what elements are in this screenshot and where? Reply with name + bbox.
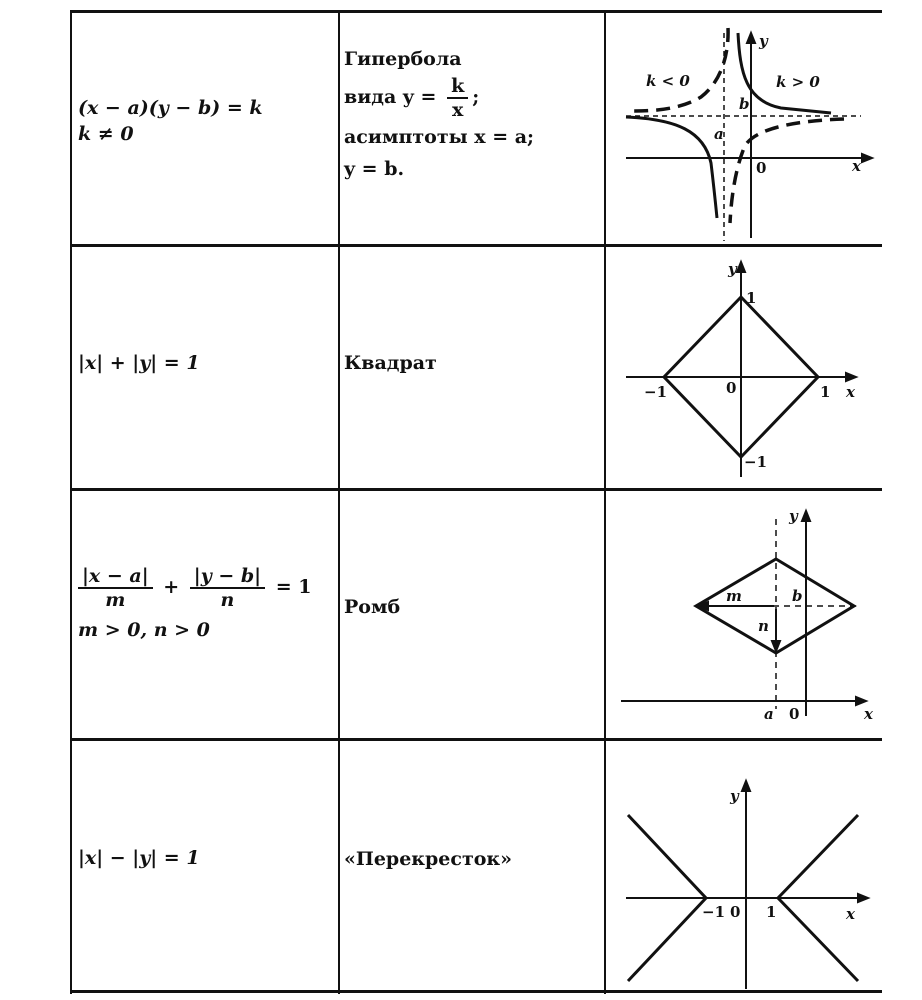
formula-condition: k ≠ 0 <box>78 123 134 145</box>
fraction-denominator: n <box>220 589 235 611</box>
name-title: «Перекресток» <box>344 848 512 870</box>
hyperbola-graph <box>606 13 882 244</box>
origin-label: 0 <box>726 379 737 397</box>
a-label: a <box>764 705 774 723</box>
name-subtitle <box>344 75 534 121</box>
crossroads-graph <box>606 741 882 990</box>
y-axis-label: y <box>728 260 737 278</box>
x-axis-label: x <box>864 705 873 723</box>
x-axis-label: x <box>846 383 855 401</box>
y-axis-label: y <box>759 32 768 50</box>
table-border-bottom <box>70 990 882 993</box>
x-axis-label: x <box>846 905 855 923</box>
fraction-numerator: |x − a| <box>78 565 153 589</box>
formula-cell <box>78 97 263 145</box>
name-asymptote-x: асимптоты x = a; <box>344 126 535 148</box>
tick-label-top: 1 <box>746 289 757 307</box>
formula-cell <box>78 565 312 641</box>
fraction <box>78 565 153 611</box>
y-axis-label: y <box>789 507 798 525</box>
fraction-numerator: k <box>447 75 468 99</box>
formula-text: |x| − |y| = 1 <box>78 847 200 869</box>
name-asymptote-y: y = b. <box>344 158 405 180</box>
k-negative-label: k < 0 <box>646 72 690 90</box>
formula-cell <box>78 847 200 869</box>
name-prefix: вида y = <box>344 86 444 108</box>
tick-label-left: −1 <box>702 903 726 921</box>
tick-label-right: 1 <box>766 903 777 921</box>
tick-label-bottom: −1 <box>744 453 768 471</box>
fraction <box>447 75 468 121</box>
b-label: b <box>739 95 750 113</box>
table-row <box>72 741 882 990</box>
y-axis-arrow <box>802 511 810 521</box>
name-title: Ромб <box>344 596 401 618</box>
y-axis-label: y <box>730 787 739 805</box>
x-axis-arrow <box>862 154 872 162</box>
x-axis-arrow <box>858 894 868 902</box>
name-suffix: ; <box>472 86 480 108</box>
origin-label: 0 <box>756 159 767 177</box>
n-label: n <box>758 617 769 635</box>
plus-sign: + <box>163 576 180 598</box>
origin-label: 0 <box>789 705 800 723</box>
x-axis-arrow <box>846 373 856 381</box>
rhombus-graph <box>606 491 882 738</box>
table-row <box>72 247 882 488</box>
hyperbola-k-negative-upper <box>634 28 728 111</box>
equals-one: = 1 <box>275 576 312 598</box>
table-row <box>72 491 882 738</box>
name-cell <box>344 591 400 623</box>
origin-label: 0 <box>730 903 741 921</box>
a-label: a <box>714 125 724 143</box>
b-label: b <box>792 587 803 605</box>
name-cell <box>344 843 512 875</box>
name-title: Квадрат <box>344 352 437 374</box>
m-label: m <box>726 587 742 605</box>
fraction-denominator: m <box>105 589 126 611</box>
formula-expression <box>78 565 312 611</box>
x-axis-arrow <box>856 697 866 705</box>
k-positive-label: k > 0 <box>776 73 820 91</box>
hyperbola-k-positive-lower <box>626 117 717 218</box>
formula-condition: m > 0, n > 0 <box>78 619 210 641</box>
name-cell <box>344 347 437 379</box>
hyperbola-k-negative-lower <box>730 119 844 223</box>
n-arrow-head <box>772 641 780 651</box>
name-cell <box>344 43 534 185</box>
tick-label-right: 1 <box>820 383 831 401</box>
y-axis-arrow <box>747 33 755 43</box>
y-axis-arrow <box>742 781 750 791</box>
name-title: Гипербола <box>344 48 462 70</box>
fraction-numerator: |y − b| <box>190 565 265 589</box>
formula-text: (x − a)(y − b) = k <box>78 97 263 119</box>
formula-text: |x| + |y| = 1 <box>78 352 200 374</box>
table-row <box>72 13 882 244</box>
formula-cell <box>78 352 200 374</box>
tick-label-left: −1 <box>644 383 668 401</box>
fraction <box>190 565 265 611</box>
square-graph <box>606 247 882 488</box>
x-axis-label: x <box>852 157 861 175</box>
y-axis-arrow <box>737 262 745 272</box>
fraction-denominator: x <box>452 99 464 121</box>
